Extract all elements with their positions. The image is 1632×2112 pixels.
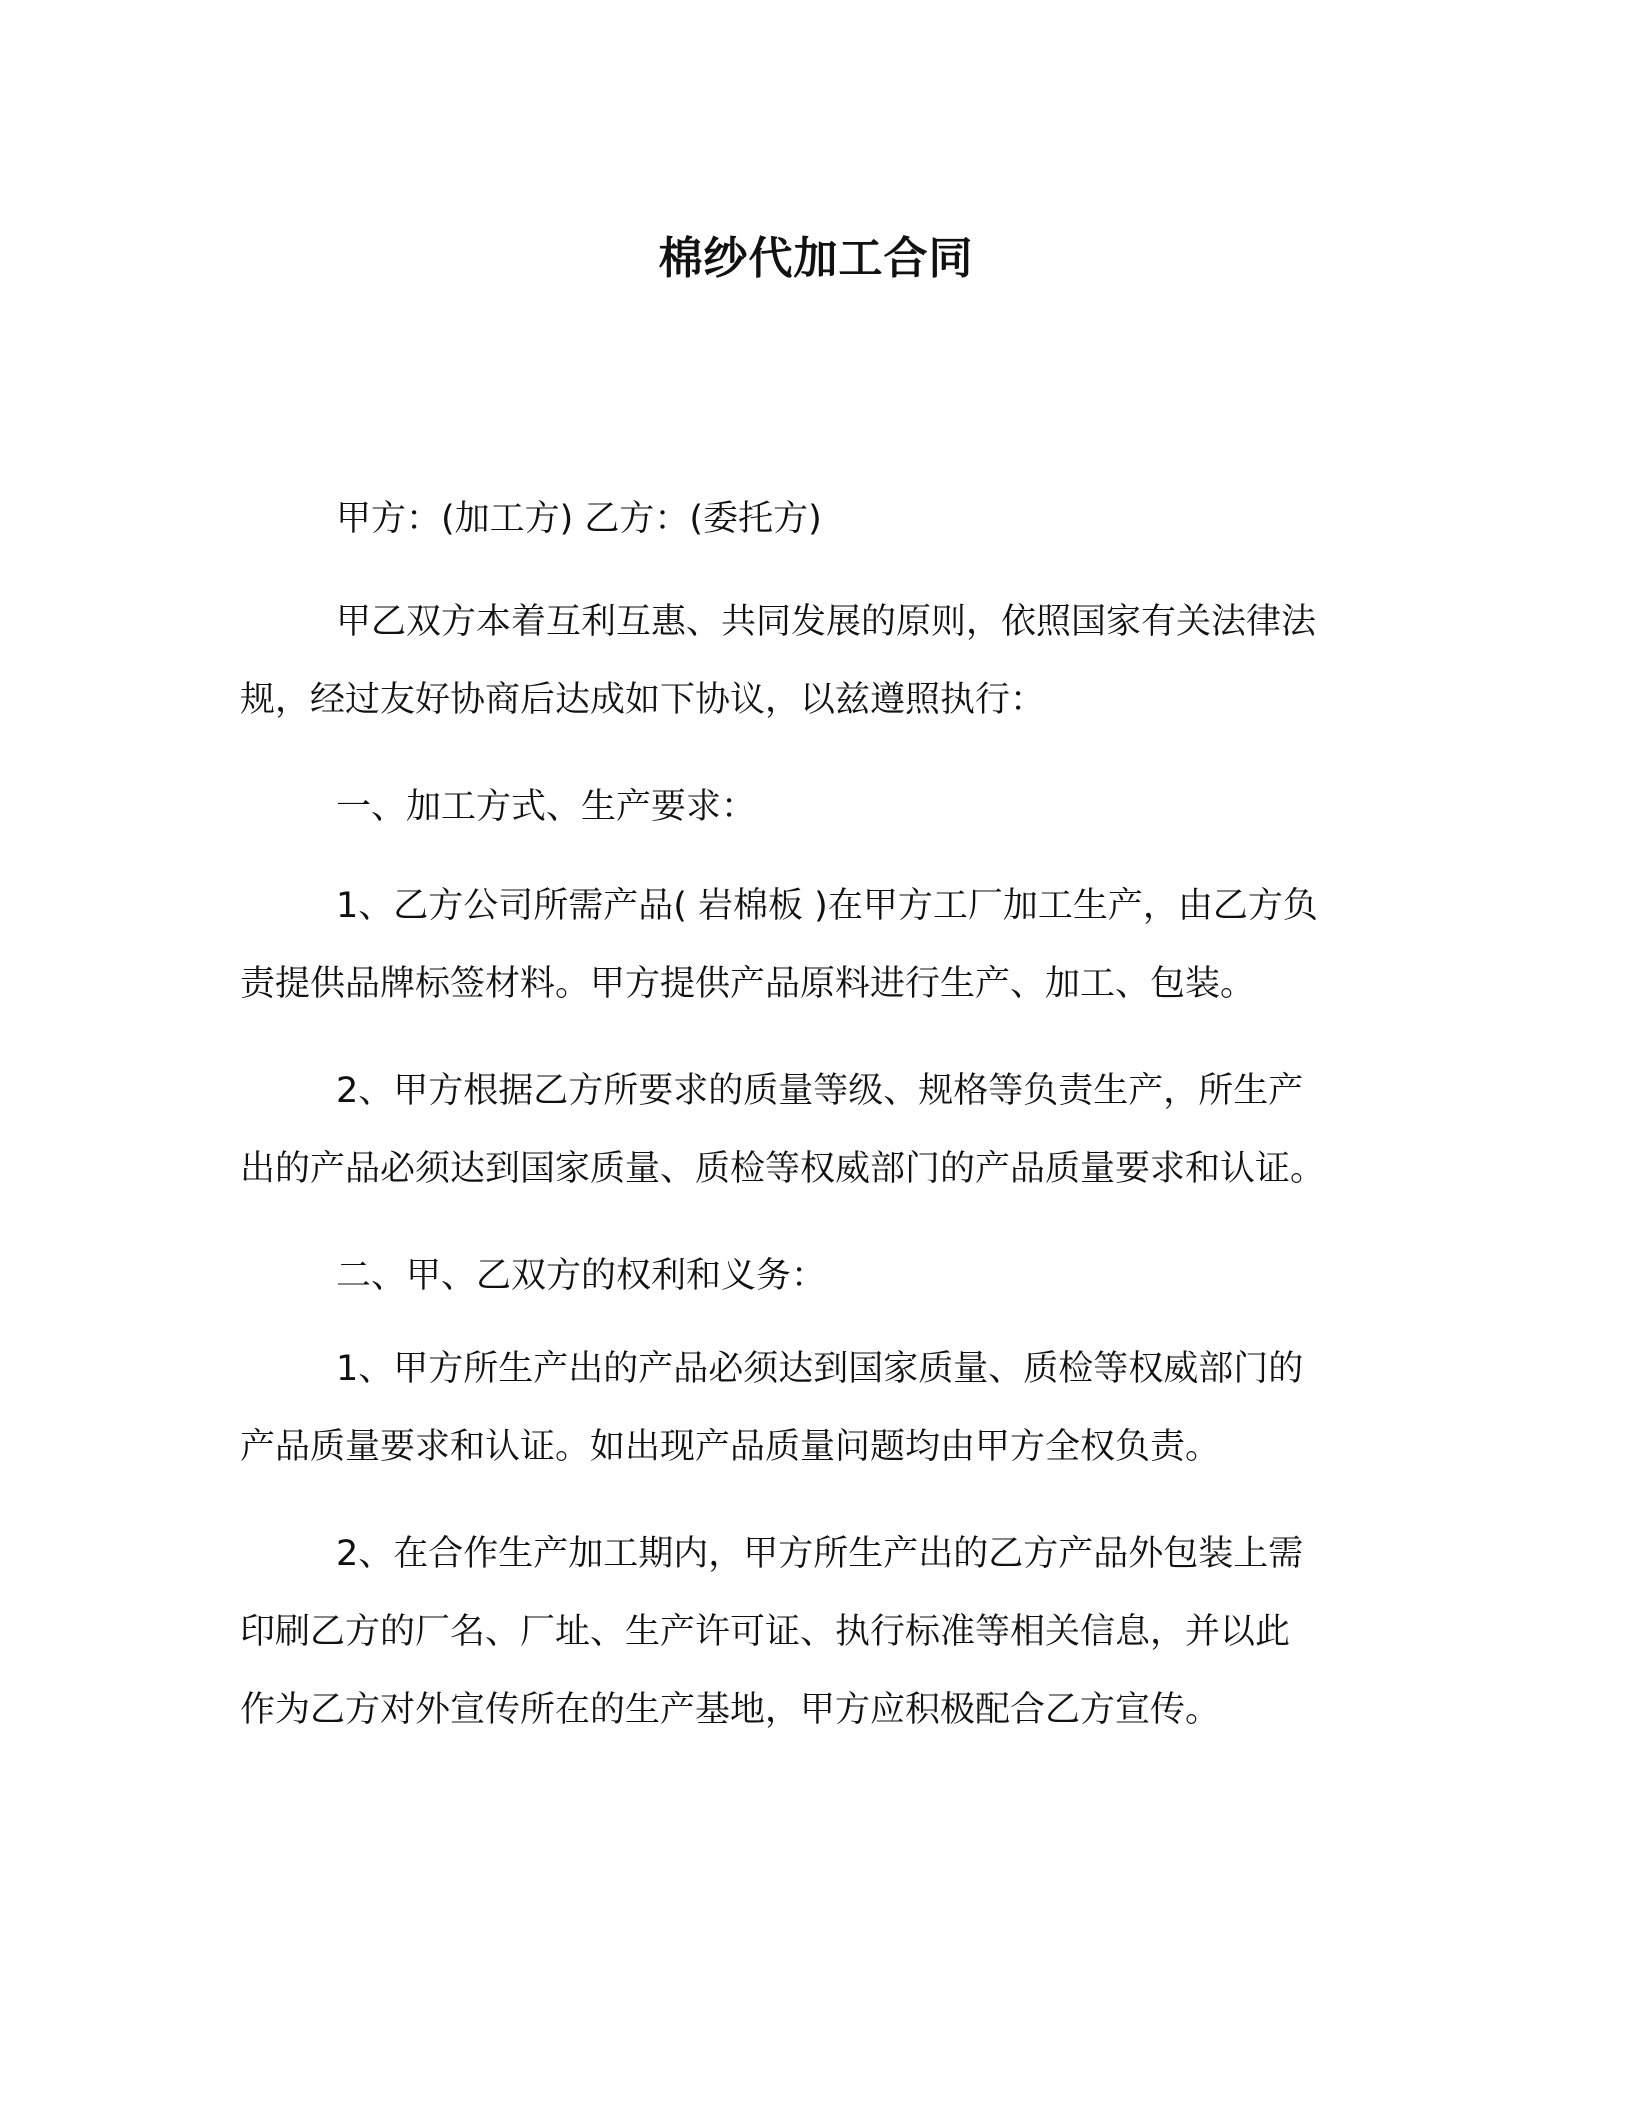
- section-2-item-1-line-1: 1、甲方所生产出的产品必须达到国家质量、质检等权威部门的: [336, 1349, 1304, 1389]
- section-1-item-1-line-1: 1、乙方公司所需产品( 岩棉板 )在甲方工厂加工生产，由乙方负: [336, 886, 1318, 926]
- section-1-heading-text: 一、加工方式、生产要求：: [336, 787, 757, 827]
- parties-text: 甲方：(加工方) 乙方：(委托方): [336, 499, 822, 539]
- section-1-heading: [240, 768, 1390, 846]
- section-1-item-2: [240, 1052, 1390, 1208]
- intro-line-1: 甲乙双方本着互利互惠、共同发展的原则，依照国家有关法律法: [336, 602, 1317, 642]
- section-2-item-1: [240, 1330, 1390, 1486]
- section-2-item-2-line-3: 作为乙方对外宣传所在的生产基地，甲方应积极配合乙方宣传。: [240, 1690, 1221, 1730]
- section-2-item-2-line-2: 印刷乙方的厂名、厂址、生产许可证、执行标准等相关信息，并以此: [240, 1612, 1291, 1652]
- section-2-heading-text: 二、甲、乙双方的权利和义务：: [336, 1256, 827, 1296]
- section-1-item-2-line-2: 出的产品必须达到国家质量、质检等权威部门的产品质量要求和认证。: [240, 1149, 1326, 1189]
- section-2-heading: [240, 1237, 1390, 1315]
- section-2-item-2-line-1: 2、在合作生产加工期内，甲方所生产出的乙方产品外包装上需: [336, 1534, 1304, 1574]
- section-2-item-1-line-2: 产品质量要求和认证。如出现产品质量问题均由甲方全权负责。: [240, 1427, 1221, 1467]
- parties-line: [240, 480, 1390, 558]
- section-2-item-2: [240, 1515, 1390, 1749]
- section-1-item-1: [240, 867, 1390, 1023]
- section-1-item-2-line-1: 2、甲方根据乙方所要求的质量等级、规格等负责生产，所生产: [336, 1071, 1304, 1111]
- section-1-item-1-line-2: 责提供品牌标签材料。甲方提供产品原料进行生产、加工、包装。: [240, 964, 1256, 1004]
- intro-paragraph: [240, 583, 1390, 739]
- intro-line-2: 规，经过友好协商后达成如下协议，以兹遵照执行：: [240, 680, 1046, 720]
- document-title: 棉纱代加工合同: [658, 233, 974, 284]
